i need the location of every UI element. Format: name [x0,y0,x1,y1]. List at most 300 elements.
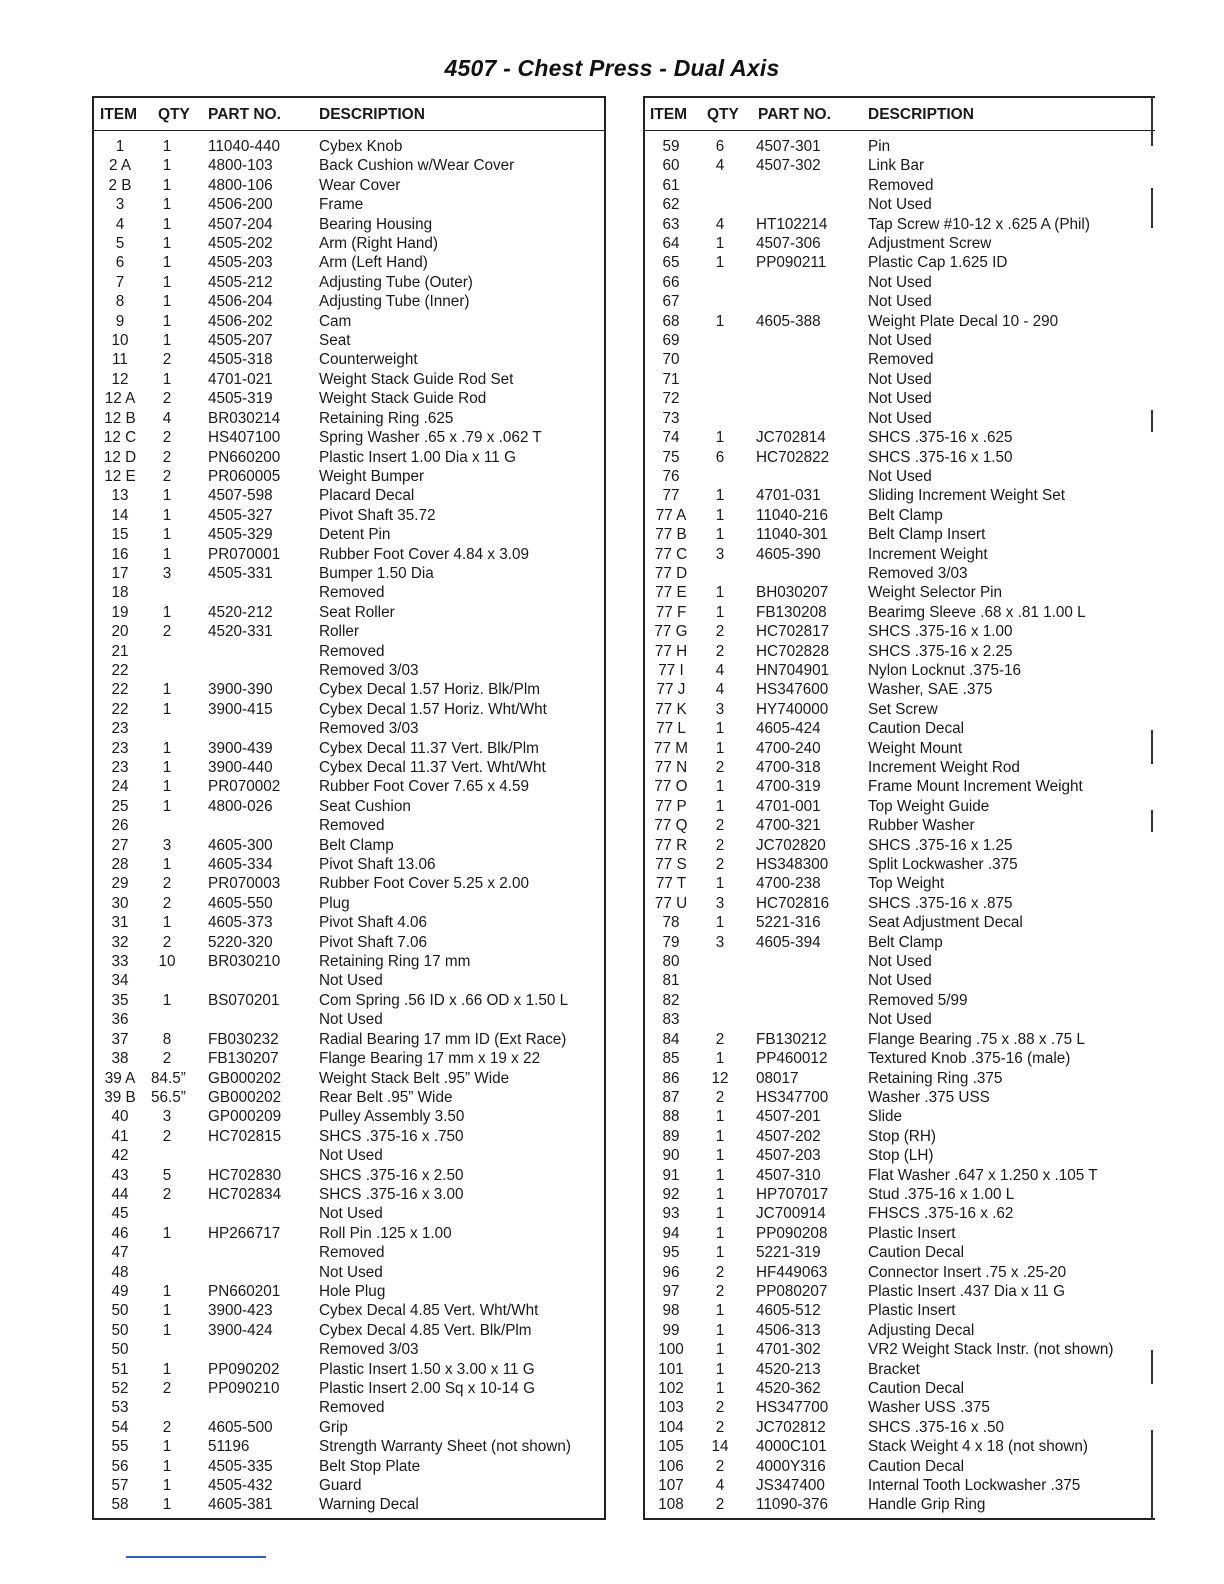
part-no-cell: 4507-201 [756,1108,821,1126]
item-cell: 51 [111,1360,129,1378]
item-cell: 4 [115,215,125,233]
description-cell: Warning Decal [319,1496,419,1514]
part-no-cell: 4507-301 [756,138,821,155]
description-cell: Top Weight [868,875,945,893]
description-cell: Internal Tooth Lockwasher .375 [868,1477,1081,1495]
table-row [645,991,1155,1010]
qty-cell: 4 [715,661,725,679]
part-no-cell: 5221-319 [756,1244,821,1262]
table-row [645,506,1155,525]
part-no-cell: 4605-300 [208,836,273,854]
description-cell: Washer USS .375 [868,1399,990,1417]
item-cell: 73 [662,409,680,427]
table-row [94,680,604,699]
part-no-cell: HP707017 [756,1185,829,1203]
item-cell: 33 [111,953,129,971]
item-cell: 50 [111,1302,129,1320]
item-cell: 105 [658,1438,684,1456]
table-row [94,564,604,583]
item-cell: 38 [111,1050,129,1068]
item-cell: 39 A [104,1069,136,1087]
table-row [645,137,1155,156]
item-cell: 77 K [655,700,687,718]
part-no-cell: 4605-424 [756,720,821,738]
qty-cell: 2 [162,1380,172,1397]
description-cell: Handle Grip Ring [868,1496,986,1514]
item-cell: 12 C [103,429,137,447]
item-cell: 12 A [104,390,136,408]
right-border-segment [1151,188,1153,228]
part-no-cell: GB000202 [208,1069,282,1087]
part-no-cell: GB000202 [208,1088,282,1106]
table-row [645,1166,1155,1185]
table-row [94,292,604,311]
description-cell: Flat Washer .647 x 1.250 x .105 T [868,1166,1098,1184]
description-cell: Caution Decal [868,1380,965,1397]
table-row [94,1263,604,1282]
part-no-cell: HS347600 [756,681,829,699]
table-row [645,855,1155,874]
item-cell: 92 [662,1185,680,1203]
table-row [94,836,604,855]
table-row [645,176,1155,195]
item-cell: 77 [662,487,680,505]
qty-cell: 1 [715,429,725,447]
qty-cell: 1 [162,370,172,388]
qty-cell: 4 [162,409,172,427]
qty-cell: 1 [715,235,725,253]
description-cell: Strength Warranty Sheet (not shown) [319,1438,571,1456]
item-cell: 12 B [104,409,136,427]
qty-cell: 1 [162,235,172,253]
part-no-cell: 4605-394 [756,933,821,951]
item-cell: 19 [111,603,129,621]
qty-cell: 2 [715,856,725,874]
table-row [94,855,604,874]
table-row [645,1321,1155,1340]
description-cell: Seat [319,332,351,350]
description-cell: Washer .375 USS [868,1088,990,1106]
item-cell: 28 [111,856,129,874]
item-cell: 23 [111,759,129,776]
table-row [94,234,604,253]
qty-cell: 1 [715,1050,725,1068]
description-cell: Belt Clamp [868,506,943,524]
part-no-cell: PP090211 [756,254,827,272]
item-cell: 108 [658,1496,684,1514]
table-row [94,1069,604,1088]
description-cell: Adjusting Decal [868,1321,975,1339]
description-cell: Removed [319,1244,385,1262]
part-no-cell: GP000209 [208,1108,282,1126]
table-row [94,370,604,389]
item-cell: 54 [111,1418,129,1436]
table-row [645,312,1155,331]
table-row [94,545,604,564]
item-cell: 76 [662,467,680,485]
item-cell: 77 M [653,739,688,757]
item-cell: 29 [111,875,129,893]
qty-cell: 3 [162,836,172,854]
table-row [645,700,1155,719]
qty-cell: 2 [162,351,172,369]
item-cell: 69 [662,332,680,350]
table-row [94,1030,604,1049]
qty-cell: 1 [162,1360,172,1378]
part-no-cell: 4505-327 [208,506,273,524]
table-row [94,700,604,719]
description-cell: Retaining Ring .625 [319,409,454,427]
description-cell: Not Used [868,953,932,971]
qty-cell: 4 [715,157,725,175]
part-no-cell: 11040-301 [756,526,829,544]
description-cell: Cam [319,312,352,330]
table-row [645,467,1155,486]
part-no-cell: HC702828 [756,642,830,660]
table-row [94,874,604,893]
part-no-cell: HP266717 [208,1224,281,1242]
table-row [94,1049,604,1068]
table-row [94,448,604,467]
description-cell: Belt Clamp [319,836,394,854]
item-cell: 95 [662,1244,680,1262]
qty-cell: 2 [162,1185,172,1203]
part-no-cell: PR070002 [208,778,281,796]
table-row [94,661,604,680]
part-no-cell: 4701-021 [208,370,273,388]
table-row [94,1321,604,1340]
table-row [94,1224,604,1243]
item-cell: 77 A [655,506,687,524]
qty-cell: 3 [715,700,725,718]
description-cell: Top Weight Guide [868,797,990,815]
description-cell: Plastic Insert .437 Dia x 11 G [868,1282,1065,1300]
item-cell: 8 [115,293,125,311]
part-no-cell: 11040-216 [756,506,829,524]
description-cell: SHCS .375-16 x .50 [868,1418,1005,1436]
table-row [94,991,604,1010]
item-cell: 48 [111,1263,129,1281]
description-cell: Not Used [868,370,932,388]
item-cell: 71 [662,370,680,388]
right-border-segment [1151,730,1153,764]
item-cell: 66 [662,273,680,291]
table-row [94,1457,604,1476]
table-row [645,525,1155,544]
description-cell: Split Lockwasher .375 [868,856,1018,874]
description-cell: Pin [868,138,891,155]
description-cell: Hole Plug [319,1282,386,1300]
item-cell: 44 [111,1185,129,1203]
item-cell: 63 [662,215,680,233]
item-cell: 77 R [654,836,688,854]
item-cell: 77 O [654,778,688,796]
table-row [645,836,1155,855]
item-cell: 42 [111,1147,129,1165]
item-cell: 26 [111,817,129,835]
part-no-cell: 4505-212 [208,273,273,291]
item-cell: 72 [662,390,680,408]
qty-cell: 1 [162,1438,172,1456]
item-cell: 75 [662,448,680,466]
table-row [645,292,1155,311]
part-no-cell: JC700914 [756,1205,826,1223]
qty-cell: 1 [162,332,172,350]
table-row [94,1495,604,1514]
qty-cell: 1 [715,1302,725,1320]
item-cell: 61 [662,176,680,194]
qty-cell: 3 [715,894,725,912]
part-no-cell: FB030232 [208,1030,279,1048]
item-cell: 46 [111,1224,129,1242]
qty-cell: 1 [715,1147,725,1165]
table-row [94,971,604,990]
table-row [645,1457,1155,1476]
item-cell: 17 [111,564,129,582]
description-cell: Removed [319,584,385,602]
description-cell: Flange Bearing .75 x .88 x .75 L [868,1030,1085,1048]
table-row [645,1263,1155,1282]
part-no-cell: 11040-440 [208,138,281,155]
part-no-cell: PP090202 [208,1360,280,1378]
item-cell: 25 [111,797,129,815]
table-row [645,1418,1155,1437]
description-cell: Removed 3/03 [319,1341,419,1359]
item-cell: 94 [662,1224,680,1242]
description-cell: Not Used [868,273,932,291]
table-row [94,1107,604,1126]
description-cell: Slide [868,1108,903,1126]
description-cell: SHCS .375-16 x 2.50 [319,1166,464,1184]
item-cell: 102 [658,1380,684,1397]
table-row [94,176,604,195]
table-row [645,156,1155,175]
table-row [94,1476,604,1495]
item-cell: 32 [111,933,129,951]
qty-cell: 1 [162,1457,172,1475]
part-no-cell: 4605-334 [208,856,273,874]
part-no-cell: FB130207 [208,1050,279,1068]
table-row [645,564,1155,583]
description-cell: Bearing Housing [319,215,433,233]
item-cell: 22 [111,700,129,718]
part-no-cell: BS070201 [208,991,280,1009]
part-no-cell: 4000C101 [756,1438,827,1456]
item-cell: 47 [111,1244,129,1262]
description-cell: Rubber Washer [868,817,975,835]
item-cell: 14 [111,506,129,524]
table-row [94,1301,604,1320]
table-row [94,409,604,428]
part-no-cell: 4505-335 [208,1457,273,1475]
part-no-cell: 4701-031 [756,487,821,505]
part-no-cell: 5220-320 [208,933,273,951]
qty-cell: 1 [715,1360,725,1378]
table-row [645,273,1155,292]
part-no-cell: 3900-424 [208,1321,273,1339]
header-description: DESCRIPTION [868,106,974,123]
part-no-cell: 4800-026 [208,797,273,815]
table-row [94,1340,604,1359]
description-cell: Weight Selector Pin [868,584,1003,602]
qty-cell: 2 [162,1418,172,1436]
description-cell: Back Cushion w/Wear Cover [319,157,515,175]
qty-cell: 6 [715,138,725,155]
qty-cell: 1 [162,506,172,524]
description-cell: Counterweight [319,351,418,369]
part-no-cell: JC702814 [756,429,826,447]
part-no-cell: HC702822 [756,448,830,466]
table-row [94,156,604,175]
description-cell: Grip [319,1418,348,1436]
table-row [645,448,1155,467]
item-cell: 9 [115,312,125,330]
right-border-segment [1151,1350,1153,1384]
qty-cell: 2 [715,1457,725,1475]
table-row [645,1127,1155,1146]
table-row [94,952,604,971]
item-cell: 90 [662,1147,680,1165]
part-no-cell: 4800-103 [208,157,273,175]
part-no-cell: 4506-202 [208,312,273,330]
description-cell: Com Spring .56 ID x .66 OD x 1.50 L [319,991,569,1009]
table-row [645,816,1155,835]
part-no-cell: 4701-302 [756,1341,821,1359]
description-cell: Seat Roller [319,603,395,621]
part-no-cell: HF449063 [756,1263,828,1281]
description-cell: Cybex Decal 4.85 Vert. Blk/Plm [319,1321,532,1339]
qty-cell: 1 [162,759,172,776]
part-no-cell: 4605-512 [756,1302,821,1320]
qty-cell: 4 [715,681,725,699]
item-cell: 77 D [654,564,688,582]
item-cell: 11 [112,351,128,369]
part-no-cell: 4000Y316 [756,1457,826,1475]
table-row [94,603,604,622]
qty-cell: 1 [715,875,725,893]
description-cell: Cybex Decal 4.85 Vert. Wht/Wht [319,1302,539,1320]
table-row [645,933,1155,952]
description-cell: Belt Stop Plate [319,1457,421,1475]
qty-cell: 2 [162,894,172,912]
item-cell: 68 [662,312,680,330]
table-row [645,1476,1155,1495]
table-row [645,894,1155,913]
part-no-cell: PP090208 [756,1224,828,1242]
table-row [94,1379,604,1398]
table-row [645,253,1155,272]
item-cell: 86 [662,1069,680,1087]
item-cell: 77 C [654,545,688,563]
item-cell: 64 [662,235,680,253]
qty-cell: 1 [715,487,725,505]
item-cell: 101 [658,1360,684,1378]
part-no-cell: BR030210 [208,953,281,971]
description-cell: Cybex Decal 1.57 Horiz. Blk/Plm [319,681,541,699]
right-border-segment [1151,410,1153,432]
table-row [645,1146,1155,1165]
table-row [645,952,1155,971]
table-row [94,195,604,214]
part-no-cell: HS347700 [756,1088,829,1106]
item-cell: 50 [111,1321,129,1339]
qty-cell: 2 [162,448,172,466]
item-cell: 96 [662,1263,680,1281]
table-row [645,1360,1155,1379]
item-cell: 87 [662,1088,680,1106]
qty-cell: 1 [162,312,172,330]
item-cell: 53 [111,1399,129,1417]
description-cell: Belt Clamp [868,933,943,951]
item-cell: 77 T [655,875,687,893]
right-border-segment [1151,1430,1153,1520]
description-cell: Removed 5/99 [868,991,968,1009]
part-no-cell: PP090210 [208,1380,280,1397]
item-cell: 16 [111,545,129,563]
description-cell: Spring Washer .65 x .79 x .062 T [319,429,542,447]
table-row [94,137,604,156]
description-cell: Retaining Ring 17 mm [319,953,471,971]
description-cell: SHCS .375-16 x 3.00 [319,1185,464,1203]
part-no-cell: 4520-362 [756,1380,821,1397]
part-no-cell: FB130212 [756,1030,827,1048]
description-cell: Caution Decal [868,1457,965,1475]
part-no-cell: HC702816 [756,894,830,912]
part-no-cell: 4505-202 [208,235,273,253]
table-row [645,1379,1155,1398]
qty-cell: 2 [715,1418,725,1436]
description-cell: SHCS .375-16 x 1.25 [868,836,1013,854]
table-row [94,350,604,369]
description-cell: Increment Weight [868,545,988,563]
description-cell: Roll Pin .125 x 1.00 [319,1224,452,1242]
description-cell: Cybex Decal 1.57 Horiz. Wht/Wht [319,700,547,718]
qty-cell: 1 [715,526,725,544]
description-cell: Not Used [319,1205,383,1223]
description-cell: Radial Bearing 17 mm ID (Ext Race) [319,1030,567,1048]
qty-cell: 2 [162,467,172,485]
item-cell: 15 [111,526,129,544]
item-cell: 97 [662,1282,680,1300]
qty-cell: 3 [715,933,725,951]
qty-cell: 2 [162,933,172,951]
part-no-cell: 4505-318 [208,351,273,369]
qty-cell: 1 [715,1166,725,1184]
qty-cell: 1 [162,914,172,932]
table-row [94,525,604,544]
description-cell: Weight Plate Decal 10 - 290 [868,312,1059,330]
description-cell: Plastic Insert 1.50 x 3.00 x 11 G [319,1360,535,1378]
description-cell: Washer, SAE .375 [868,681,993,699]
item-cell: 77 H [654,642,688,660]
table-row [94,1088,604,1107]
parts-table-right [643,96,1155,1520]
description-cell: Set Screw [868,700,938,718]
header-description: DESCRIPTION [319,106,425,123]
table-row [645,1010,1155,1029]
description-cell: Removed 3/03 [868,564,968,582]
qty-cell: 1 [715,254,725,272]
header-part-no: PART NO. [208,106,281,123]
part-no-cell: 4700-318 [756,759,821,776]
qty-cell: 1 [715,584,725,602]
item-cell: 35 [111,991,129,1009]
table-row [645,1282,1155,1301]
item-cell: 59 [662,138,680,155]
table-row [645,331,1155,350]
description-cell: Arm (Right Hand) [319,235,439,253]
right-border-segment [1151,96,1153,146]
